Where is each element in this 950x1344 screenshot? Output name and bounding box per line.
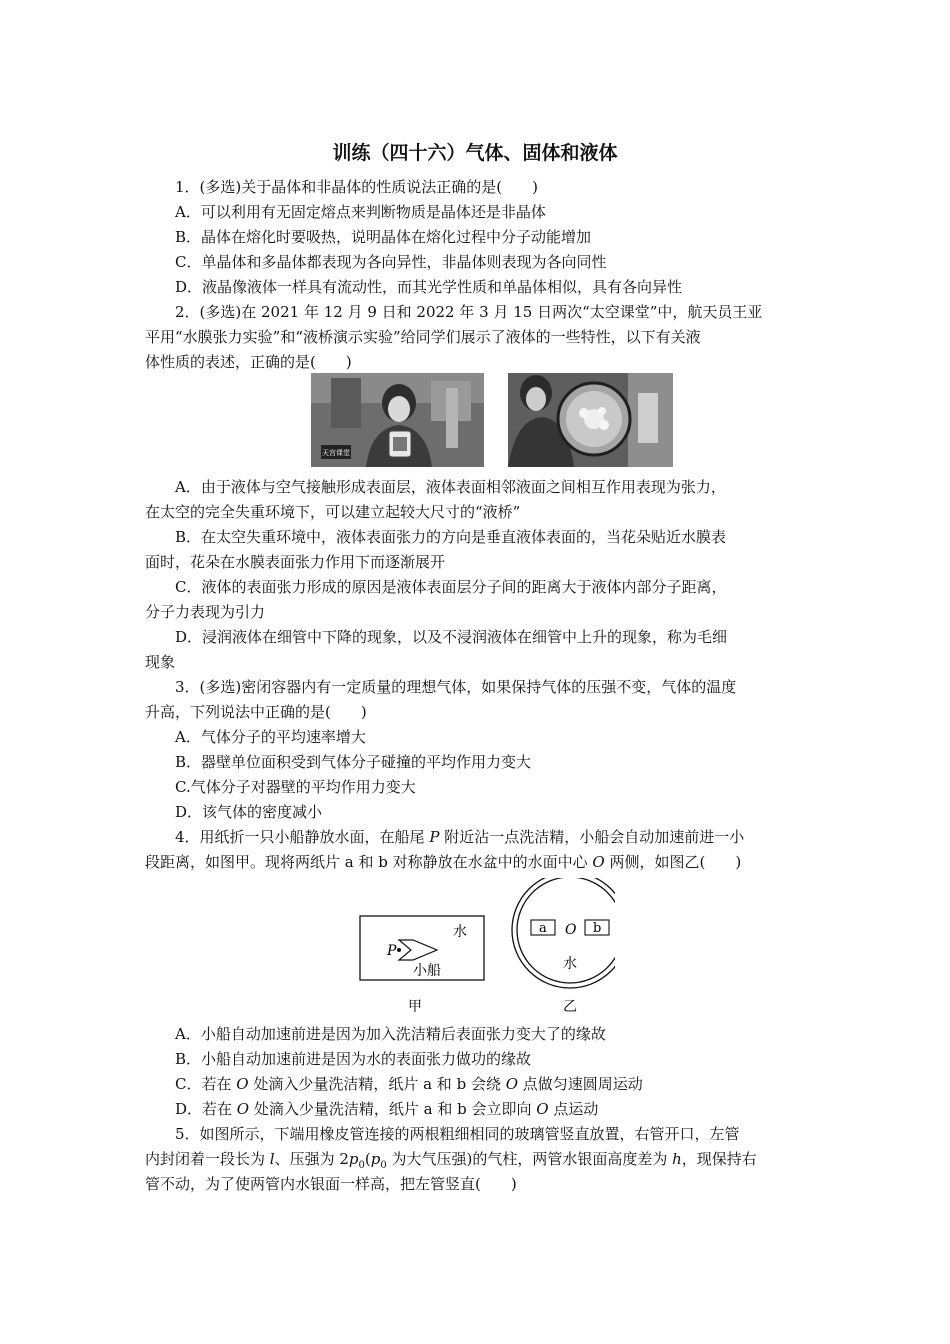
point-p-dot — [397, 948, 401, 952]
q4-stem-line1: 4．用纸折一只小船静放水面，在船尾 P 附近沾一点洗洁精，小船会自动加速前进一小 — [175, 828, 745, 846]
photo-caption-tiangong: 天宫课堂 — [322, 449, 350, 457]
label-p: P — [387, 943, 397, 959]
q4-option-b: B．小船自动加速前进是因为水的表面张力做功的缘故 — [175, 1050, 532, 1068]
q1-option-c: C．单晶体和多晶体都表现为各向异性，非晶体则表现为各向同性 — [175, 253, 607, 271]
space-lesson-photo-left — [311, 373, 484, 467]
q3-stem-line1: 3．(多选)密闭容器内有一定质量的理想气体，如果保持气体的压强不变，气体的温度 — [175, 678, 737, 696]
q5-stem-line3: 管不动，为了使两管内水银面一样高，把左管竖直( ) — [145, 1175, 517, 1193]
q5-stem-line2: 内封闭着一段长为 l、压强为 $2p_0(p_0$ 为大气压强)的气柱，两管水银面高度差为 h，现保持右 — [145, 1150, 757, 1171]
q2-stem-line2: 平用“水膜张力实验”和“液桥演示实验”给同学们展示了液体的一些特性，以下有关液 — [145, 328, 701, 346]
q4-option-d: D．若在 O 处滴入少量洗洁精，纸片 a 和 b 会立即向 O 点运动 — [175, 1100, 599, 1118]
q2-option-c-line1: C．液体的表面张力形成的原因是液体表面层分子间的距离大于液体内部分子距离， — [175, 578, 727, 596]
q2-option-d-line2: 现象 — [145, 653, 176, 671]
label-boat: 小船 — [413, 963, 441, 979]
q1-option-b: B．晶体在熔化时要吸热，说明晶体在熔化过程中分子动能增加 — [175, 228, 592, 246]
q2-option-a-line1: A．由于液体与空气接触形成表面层，液体表面相邻液面之间相互作用表现为张力， — [175, 478, 726, 496]
q2-option-b-line2: 面时，花朵在水膜表面张力作用下而逐渐展开 — [145, 553, 446, 571]
q2-option-d-line1: D．浸润液体在细管中下降的现象，以及不浸润液体在细管中上升的现象，称为毛细 — [175, 628, 728, 646]
page-title: 训练（四十六）气体、固体和液体 — [332, 142, 618, 164]
caption-jia: 甲 — [408, 999, 422, 1015]
label-a: a — [539, 921, 547, 936]
label-water-right: 水 — [563, 956, 577, 972]
q3-option-d: D．该气体的密度减小 — [175, 803, 323, 821]
q3-option-b: B．器壁单位面积受到气体分子碰撞的平均作用力变大 — [175, 753, 532, 771]
q1-stem: 1．(多选)关于晶体和非晶体的性质说法正确的是( ) — [175, 178, 538, 196]
q2-option-b-line1: B．在太空失重环境中，液体表面张力的方向是垂直液体表面的，当花朵贴近水膜表 — [175, 528, 727, 546]
space-lesson-photo-right — [508, 373, 673, 467]
q4-option-c: C．若在 O 处滴入少量洗洁精，纸片 a 和 b 会绕 O 点做匀速圆周运动 — [175, 1075, 643, 1093]
q2-stem-line3: 体性质的表述，正确的是( ) — [145, 353, 352, 371]
label-o: O — [565, 922, 577, 938]
q1-option-d: D．液晶像液体一样具有流动性，而其光学性质和单晶体相似，具有各向异性 — [175, 278, 683, 296]
q2-stem-line1: 2．(多选)在 2021 年 12 月 9 日和 2022 年 3 月 15 日两次“太空课堂”中，航天员王亚 — [175, 303, 763, 321]
label-b: b — [593, 921, 602, 936]
q4-stem-line2: 段距离，如图甲。现将两纸片 a 和 b 对称静放在水盆中的水面中心 O 两侧，如图乙( ) — [145, 853, 742, 871]
q3-option-c: C.气体分子对器壁的平均作用力变大 — [175, 778, 416, 796]
paper-boat-shape — [399, 940, 437, 960]
label-water-left: 水 — [453, 924, 467, 940]
q3-option-a: A．气体分子的平均速率增大 — [175, 728, 366, 746]
caption-yi: 乙 — [563, 999, 577, 1015]
q5-stem-line1: 5．如图所示，下端用橡皮管连接的两根粗细相同的玻璃管竖直放置，右管开口，左管 — [175, 1125, 740, 1143]
q4-option-a: A．小船自动加速前进是因为加入洗洁精后表面张力变大了的缘故 — [175, 1025, 606, 1043]
q3-stem-line2: 升高，下列说法中正确的是( ) — [145, 703, 367, 721]
q2-option-c-line2: 分子力表现为引力 — [145, 603, 266, 621]
q1-option-a: A．可以利用有无固定熔点来判断物质是晶体还是非晶体 — [175, 203, 546, 221]
q2-option-a-line2: 在太空的完全失重环境下，可以建立起较大尺寸的“液桥” — [145, 503, 521, 521]
boat-and-basin-figure — [355, 878, 615, 1020]
